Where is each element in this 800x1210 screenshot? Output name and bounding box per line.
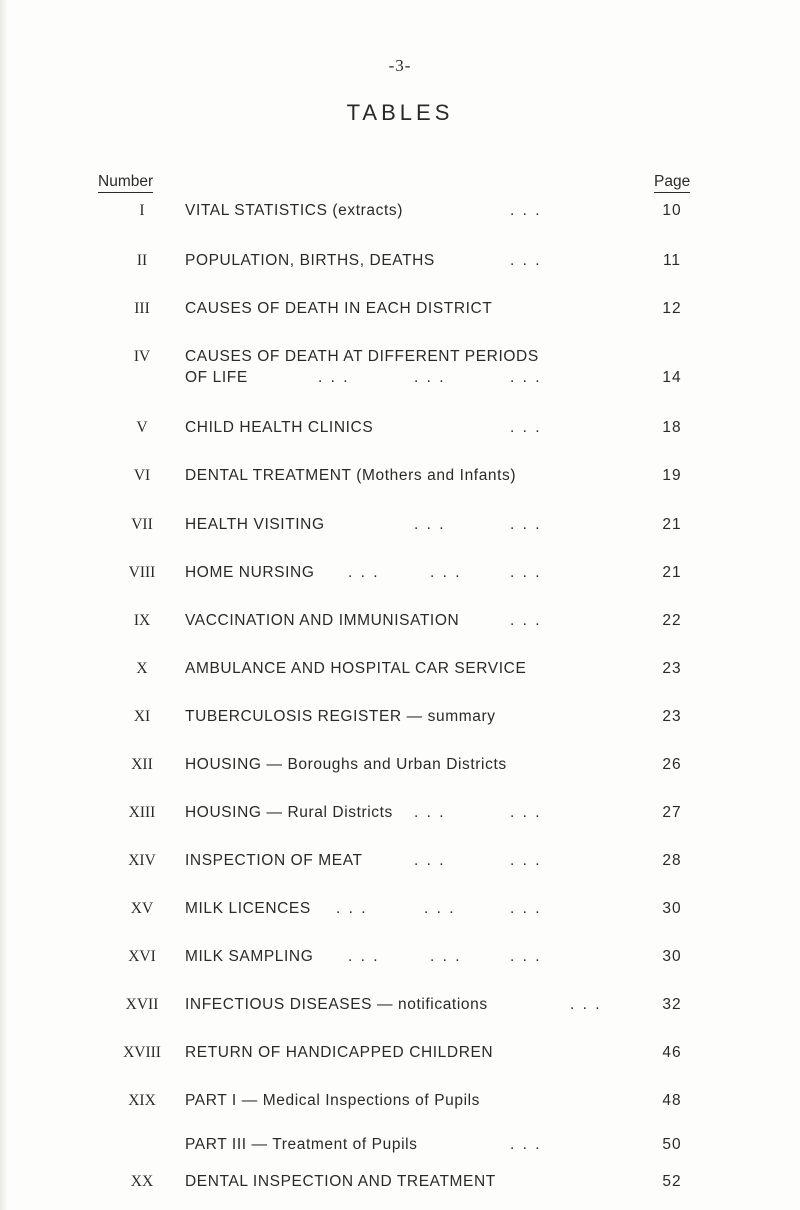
- column-header-page: Page: [654, 173, 690, 193]
- row-page: 19: [662, 467, 682, 484]
- row-title: CAUSES OF DEATH IN EACH DISTRICT: [185, 300, 493, 317]
- row-title: HEALTH VISITING: [185, 516, 325, 533]
- leader-dots: . . .: [336, 900, 368, 917]
- leader-dots: . . .: [510, 948, 542, 965]
- leader-dots: . . .: [414, 516, 446, 533]
- row-title: CAUSES OF DEATH AT DIFFERENT PERIODS: [185, 348, 539, 365]
- leader-dots: . . .: [510, 419, 542, 436]
- row-page: 23: [662, 660, 682, 677]
- row-page: 28: [662, 852, 682, 869]
- page-number: -3-: [388, 56, 412, 75]
- leader-dots: . . .: [510, 202, 542, 219]
- row-number: XVI: [128, 948, 156, 965]
- row-page: 27: [662, 804, 682, 821]
- row-title: HOME NURSING: [185, 564, 315, 581]
- row-page: 10: [662, 202, 682, 219]
- row-number: XVII: [125, 996, 159, 1013]
- row-title: POPULATION, BIRTHS, DEATHS: [185, 252, 435, 269]
- row-title-continued: OF LIFE: [185, 369, 248, 386]
- row-page: 32: [662, 996, 682, 1013]
- row-number: V: [136, 419, 148, 436]
- leader-dots: . . .: [424, 900, 456, 917]
- row-number: XI: [133, 708, 151, 725]
- row-page: 21: [662, 564, 682, 581]
- row-page: 14: [662, 369, 682, 386]
- row-page: 12: [662, 300, 682, 317]
- row-number: XVIII: [123, 1044, 161, 1061]
- row-page: 11: [662, 252, 682, 269]
- row-number: IV: [133, 348, 151, 365]
- row-page: 18: [662, 419, 682, 436]
- row-number: X: [136, 660, 148, 677]
- row-page: 48: [662, 1092, 682, 1109]
- row-page: 23: [662, 708, 682, 725]
- row-title: INSPECTION OF MEAT: [185, 852, 363, 869]
- row-title: PART III — Treatment of Pupils: [185, 1136, 418, 1153]
- row-number: III: [134, 300, 150, 317]
- leader-dots: . . .: [414, 852, 446, 869]
- row-page: 22: [662, 612, 682, 629]
- row-title: VITAL STATISTICS (extracts): [185, 202, 404, 219]
- row-number: VII: [131, 516, 153, 533]
- leader-dots: . . .: [510, 369, 542, 386]
- row-page: 52: [662, 1173, 682, 1190]
- row-number: XIV: [128, 852, 156, 869]
- row-title: MILK LICENCES: [185, 900, 311, 917]
- row-title: DENTAL TREATMENT (Mothers and Infants): [185, 467, 517, 484]
- row-page: 46: [662, 1044, 682, 1061]
- leader-dots: . . .: [510, 612, 542, 629]
- leader-dots: . . .: [414, 369, 446, 386]
- leader-dots: . . .: [318, 369, 350, 386]
- row-number: VIII: [128, 564, 156, 581]
- leader-dots: . . .: [348, 564, 380, 581]
- leader-dots: . . .: [510, 852, 542, 869]
- row-title: HOUSING — Boroughs and Urban Districts: [185, 756, 507, 773]
- column-header-number: Number: [98, 173, 153, 193]
- row-title: PART I — Medical Inspections of Pupils: [185, 1092, 481, 1109]
- row-page: 21: [662, 516, 682, 533]
- row-number: XII: [131, 756, 153, 773]
- leader-dots: . . .: [510, 804, 542, 821]
- row-title: DENTAL INSPECTION AND TREATMENT: [185, 1173, 496, 1190]
- row-number: II: [136, 252, 148, 269]
- row-title: RETURN OF HANDICAPPED CHILDREN: [185, 1044, 494, 1061]
- leader-dots: . . .: [348, 948, 380, 965]
- leader-dots: . . .: [510, 564, 542, 581]
- row-title: AMBULANCE AND HOSPITAL CAR SERVICE: [185, 660, 527, 677]
- row-number: XX: [130, 1173, 154, 1190]
- row-page: 26: [662, 756, 682, 773]
- leader-dots: . . .: [570, 996, 602, 1013]
- row-number: XIII: [128, 804, 156, 821]
- leader-dots: . . .: [430, 948, 462, 965]
- row-title: CHILD HEALTH CLINICS: [185, 419, 374, 436]
- row-number: VI: [133, 467, 151, 484]
- leader-dots: . . .: [430, 564, 462, 581]
- leader-dots: . . .: [510, 1136, 542, 1153]
- row-title: VACCINATION AND IMMUNISATION: [185, 612, 460, 629]
- row-title: HOUSING — Rural Districts: [185, 804, 393, 821]
- page-title: TABLES: [346, 100, 454, 125]
- leader-dots: . . .: [414, 804, 446, 821]
- row-number: IX: [133, 612, 151, 629]
- row-title: MILK SAMPLING: [185, 948, 314, 965]
- row-title: INFECTIOUS DISEASES — notifications: [185, 996, 488, 1013]
- row-page: 30: [662, 900, 682, 917]
- row-title: TUBERCULOSIS REGISTER — summary: [185, 708, 496, 725]
- row-number: I: [139, 202, 145, 219]
- leader-dots: . . .: [510, 252, 542, 269]
- row-page: 30: [662, 948, 682, 965]
- leader-dots: . . .: [510, 516, 542, 533]
- row-number: XIX: [128, 1092, 156, 1109]
- row-page: 50: [662, 1136, 682, 1153]
- row-number: XV: [130, 900, 154, 917]
- leader-dots: . . .: [510, 900, 542, 917]
